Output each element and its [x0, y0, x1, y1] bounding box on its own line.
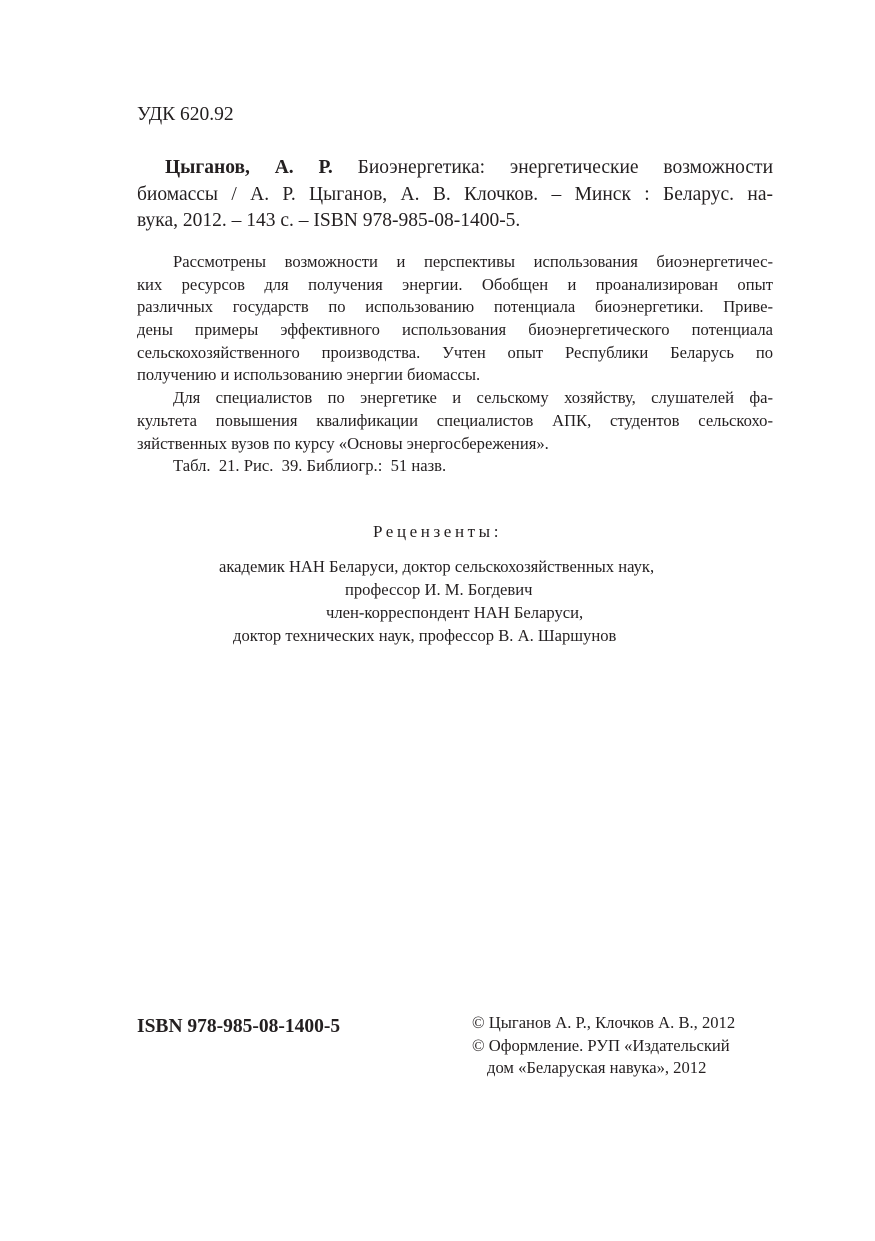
bib-title: Биоэнергетика: энергетические возможности [357, 157, 774, 178]
abstract-line: Для специалистов по энергетике и сельскому хозяйству, слушателей фа- [173, 388, 773, 408]
reviewer-line: член-корреспондент НАН Беларуси, [326, 603, 584, 622]
copyright-notice [472, 1012, 735, 1080]
bib-line-2: биомассы / А. Р. Цыганов, А. В. Клочков. – Минск : Беларус. на- [137, 183, 773, 205]
reviewer-line: доктор технических наук, профессор В. А. Шаршунов [233, 626, 617, 645]
abstract-line: Рассмотрены возможности и перспективы использования биоэнергетичес- [173, 252, 773, 271]
abstract-line: ких ресурсов для получения энергии. Обобщен и проанализирован опыт [137, 274, 773, 294]
abstract-line: сельскохозяйственного производства. Учтен опыт Республики Беларусь по [137, 342, 773, 362]
abstract-line: различных государств по использованию потенциала биоэнергетики. Приве- [137, 297, 773, 317]
abstract-line: культета повышения квалификации специалистов АПК, студентов сельскохо- [137, 410, 773, 430]
bib-line-1 [137, 155, 773, 182]
bib-author: Цыганов, А. Р. [165, 157, 333, 178]
copyright-line: © Оформление. РУП «Издательский [472, 1035, 730, 1055]
udk-code: УДК 620.92 [137, 104, 234, 125]
copyright-line: © Цыганов А. Р., Клочков А. В., 2012 [472, 1013, 736, 1032]
isbn: ISBN 978-985-08-1400-5 [137, 1016, 341, 1037]
abstract-line: зяйственных вузов по курсу «Основы энергосбережения». [137, 433, 549, 453]
reviewer-line: профессор И. М. Богдевич [345, 580, 533, 599]
abstract-line: дены примеры эффективного использования биоэнергетического потенциала [137, 320, 773, 340]
reviewers-heading: Рецензенты: [372, 522, 503, 541]
reviewer-line: академик НАН Беларуси, доктор сельскохозяйственных наук, [219, 557, 655, 576]
bib-line-3: вука, 2012. – 143 с. – ISBN 978-985-08-1400-5. [137, 210, 521, 231]
abstract [137, 251, 773, 478]
abstract-stats-line: Табл. 21. Рис. 39. Библиогр.: 51 назв. [173, 456, 447, 476]
abstract-line: получению и использованию энергии биомассы. [137, 365, 481, 385]
bibliographic-record [137, 155, 773, 235]
copyright-line: дом «Беларуская навука», 2012 [487, 1058, 707, 1077]
